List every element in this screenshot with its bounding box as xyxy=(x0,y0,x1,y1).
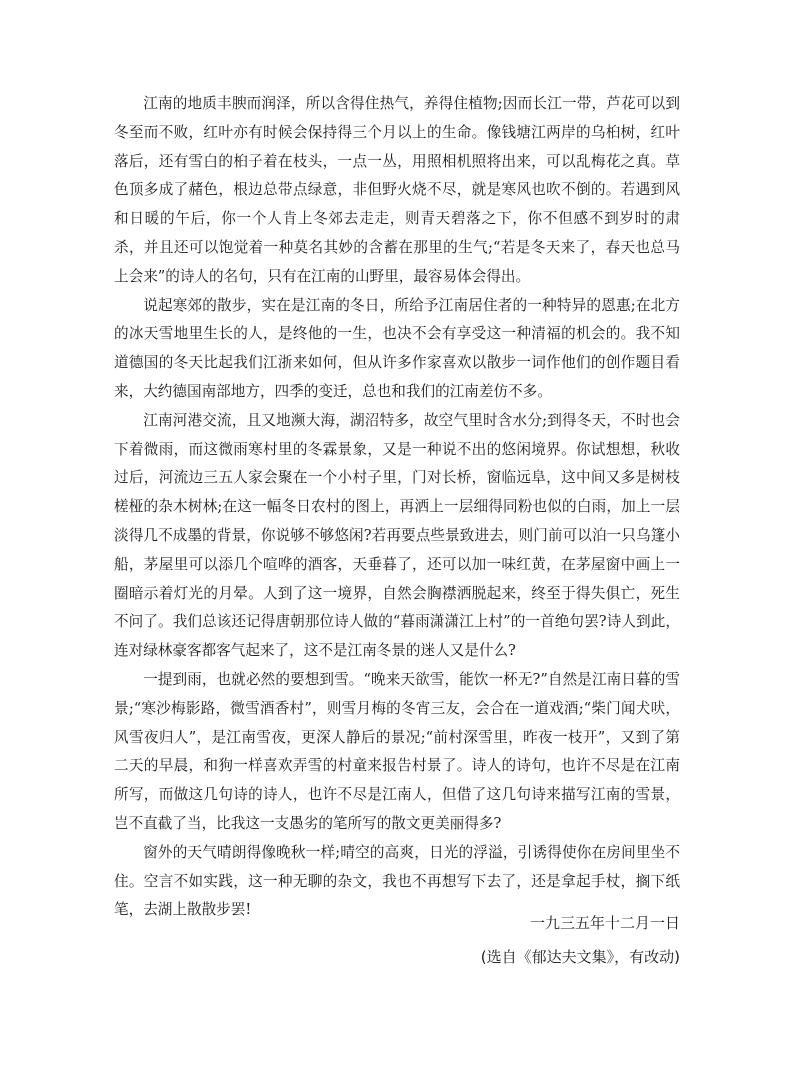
article-body xyxy=(114,90,680,925)
source-citation: (选自《郁达夫文集》，有改动) xyxy=(480,948,680,966)
paragraph-4: 一提到雨，也就必然的要想到雪。“晚来天欲雪，能饮一杯无?”自然是江南日暮的雪景;“寒沙梅影路，微雪酒香村”，则雪月梅的冬宵三友，会合在一道戏酒;“柴门闻犬吠，风雪夜归人”，是江南雪夜，更深人静后的景况;“前村深雪里，昨夜一枝开”，又到了第二天的早晨，和狗一样喜欢弄雪的村童来报告村景了。诗人的诗句，也许不尽是在江南所写，而做这几句诗的诗人，也许不尽是江南人，但借了这几句诗来描写江南的雪景，岂不直截了当，比我这一支愚劣的笔所写的散文更美丽得多? xyxy=(114,670,680,832)
paragraph-5: 窗外的天气晴朗得像晚秋一样;晴空的高爽，日光的浮溢，引诱得使你在房间里坐不住。空言不如实践，这一种无聊的杂文，我也不再想写下去了，还是拿起手杖，搁下纸笔，去湖上散散步罢! xyxy=(114,843,680,919)
date-line: 一九三五年十二月一日 xyxy=(529,914,680,932)
paragraph-1: 江南的地质丰腴而润泽，所以含得住热气，养得住植物;因而长江一带，芦花可以到冬至而不败，红叶亦有时候会保持得三个月以上的生命。像钱塘江两岸的乌桕树，红叶落后，还有雪白的桕子着在枝头，一点一丛，用照相机照将出来，可以乱梅花之真。草色顶多成了赭色，根边总带点绿意，非但野火烧不尽，就是寒风也吹不倒的。若遇到风和日暖的午后，你一个人肯上冬郊去走走，则青天碧落之下，你不但感不到岁时的肃杀，并且还可以饱觉着一种莫名其妙的含蓄在那里的生气;“若是冬天来了，春天也总马上会来”的诗人的名句，只有在江南的山野里，最容易体会得出。 xyxy=(114,95,680,285)
paragraph-2: 说起寒郊的散步，实在是江南的冬日，所给予江南居住者的一种特异的恩惠;在北方的冰天雪地里生长的人，是终他的一生，也决不会有享受这一种清福的机会的。我不知道德国的冬天比起我们江浙来如何，但从许多作家喜欢以散步一词作他们的创作题目看来，大约德国南部地方，四季的变迁，总也和我们的江南差仿不多。 xyxy=(114,296,680,400)
paragraph-3: 江南河港交流，且又地濒大海，湖沼特多，故空气里时含水分;到得冬天，不时也会下着微雨，而这微雨寒村里的冬霖景象，又是一种说不出的悠闲境界。你试想想，秋收过后，河流边三五人家会聚在一个小村子里，门对长桥，窗临远阜，这中间又多是树枝槎桠的杂木树林;在这一幅冬日农村的图上，再洒上一层细得同粉也似的白雨，加上一层淡得几不成墨的背景，你说够不够悠闲?若再要点些景致进去，则门前可以泊一只乌篷小船，茅屋里可以添几个喧哗的酒客，天垂暮了，还可以加一味红黄，在茅屋窗中画上一圈暗示着灯光的月晕。人到了这一境界，自然会胸襟洒脱起来，终至于得失俱亡，死生不问了。我们总该还记得唐朝那位诗人做的“暮雨潇潇江上村”的一首绝句罢?诗人到此，连对绿林豪客都客气起来了，这不是江南冬景的迷人又是什么? xyxy=(114,411,680,660)
